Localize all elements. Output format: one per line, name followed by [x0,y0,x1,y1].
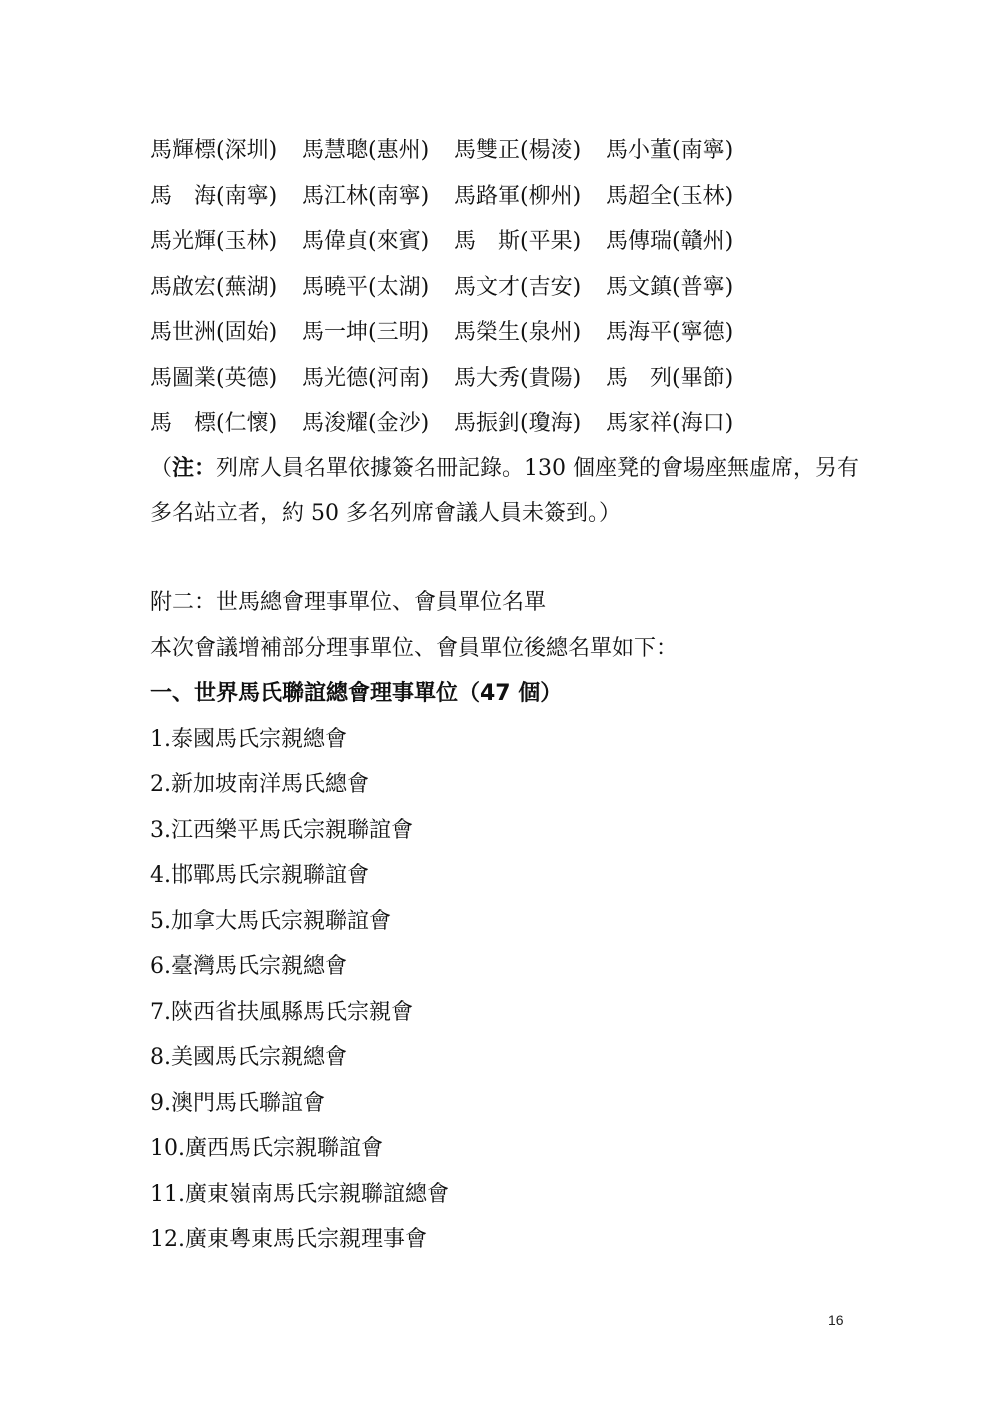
list-item: 11.廣東嶺南馬氏宗親聯誼總會 [150,1181,449,1207]
appendix-section [150,580,870,1263]
attendee-name: 馬江林(南寧) [302,183,430,209]
attendee-name: 馬 斯(平果) [454,229,582,254]
attendee-name: 馬一坤(三明) [302,320,430,345]
attendee-name: 馬振釗(瓊海) [454,411,582,436]
list-item: 9.澳門馬氏聯誼會 [150,1090,325,1116]
attendee-name: 馬曉平(太湖) [302,274,430,300]
list-item: 12.廣東粵東馬氏宗親理事會 [150,1227,427,1252]
attendee-name-list [150,128,870,447]
attendee-name: 馬 標(仁懷) [150,411,278,436]
name-row [150,219,870,265]
attendee-name: 馬圖業(英德) [150,365,278,391]
attendee-name: 馬小董(南寧) [606,138,734,163]
attendee-name: 馬偉貞(來賓) [302,229,430,254]
attendee-name: 馬路軍(柳州) [454,183,582,209]
attendee-name: 馬大秀(貴陽) [454,365,582,391]
list-item: 1.泰國馬氏宗親總會 [150,726,347,752]
attendee-name: 馬輝標(深圳) [150,138,278,163]
list-item: 3.江西樂平馬氏宗親聯誼會 [150,817,413,843]
attendee-name: 馬光輝(玉林) [150,229,278,254]
section-heading: 一、世界馬氏聯誼總會理事單位（47 個） [150,681,563,706]
list-item: 7.陝西省扶風縣馬氏宗親會 [150,999,413,1025]
note-open-bracket: （ [150,456,173,481]
note-text: 列席人員名單依據簽名冊記錄。130 個座凳的會場座無虛席，另有多名站立者，約 50 多名列席會議人員未簽到。） [150,456,860,526]
attendee-name: 馬榮生(泉州) [454,320,582,345]
list-item: 5.加拿大馬氏宗親聯誼會 [150,908,391,934]
name-row [150,401,870,447]
name-row [150,356,870,402]
attendee-name: 馬雙正(楊淩) [454,138,582,163]
attendee-name: 馬啟宏(蕪湖) [150,274,278,300]
attendee-name: 馬文才(吉安) [454,274,582,300]
attendance-note [150,446,870,536]
attendee-name: 馬慧聰(惠州) [302,138,430,163]
list-item: 4.邯鄲馬氏宗親聯誼會 [150,863,369,888]
list-item: 8.美國馬氏宗親總會 [150,1045,347,1070]
attendee-name: 馬浚耀(金沙) [302,411,430,436]
attendee-name: 馬光德(河南) [302,365,430,391]
name-row [150,310,870,356]
name-row [150,174,870,220]
list-item: 6.臺灣馬氏宗親總會 [150,954,347,979]
page-number: 16 [828,1312,844,1328]
list-item: 2.新加坡南洋馬氏總會 [150,772,369,797]
attendee-name: 馬文鎮(普寧) [606,274,734,300]
appendix-intro: 本次會議增補部分理事單位、會員單位後總名單如下： [150,635,679,661]
attendee-name: 馬世洲(固始) [150,320,278,345]
name-row [150,265,870,311]
attendee-name: 馬 列(畢節) [606,365,734,391]
attendee-name: 馬家祥(海口) [606,411,734,436]
attendee-name: 馬超全(玉林) [606,183,734,209]
note-label: 注： [172,455,217,481]
attendee-name: 馬海平(寧德) [606,320,734,345]
name-row [150,128,870,174]
attendee-name: 馬傳瑞(贛州) [606,229,734,254]
attendee-name: 馬 海(南寧) [150,183,278,209]
appendix-title: 附二：世馬總會理事單位、會員單位名單 [150,590,547,615]
list-item: 10.廣西馬氏宗親聯誼會 [150,1136,383,1161]
